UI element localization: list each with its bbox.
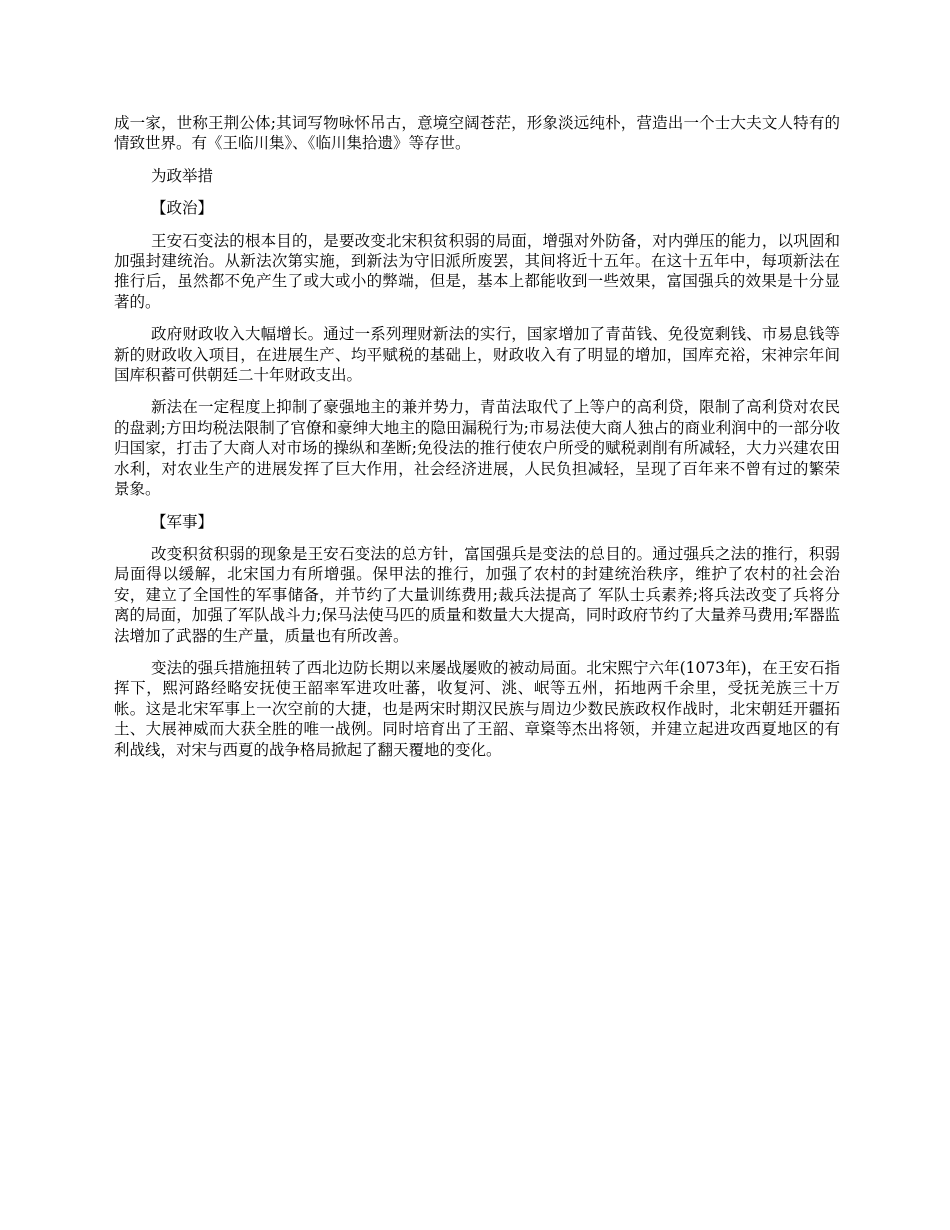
politics-heading: 【政治】 xyxy=(151,199,214,218)
section-heading: 为政举措 xyxy=(151,166,214,185)
military-heading: 【军事】 xyxy=(151,512,214,531)
military-paragraph-1: 改变积贫积弱的现象是王安石变法的总方针，富国强兵是变法的总目的。通过强兵之法的推行，积弱局面得以缓解，北宋国力有所增强。保甲法的推行，加强了农村的封建统治秩序，维护了农村的社会治安，建立了全国性的军事储备，并节约了大量训练费用;裁兵法提高了 军队士兵素养;将兵法改变了兵将分离的局面，加强了军队战斗力;保马法使马匹的质量和数量大大提高，同时政府节约了大量养马费用;军器监法增加了武器的生产量，质量也有所改善。 xyxy=(114,544,840,645)
intro-paragraph: 成一家，世称王荆公体;其词写物咏怀吊古，意境空阔苍茫，形象淡远纯朴，营造出一个士大夫文人特有的情致世界。有《王临川集》、《临川集拾遗》等存世。 xyxy=(114,114,840,153)
politics-paragraph-3: 新法在一定程度上抑制了豪强地主的兼并势力，青苗法取代了上等户的高利贷，限制了高利贷对农民的盘剥;方田均税法限制了官僚和豪绅大地主的隐田漏税行为;市易法使大商人独占的商业利润中的一部分收归国家，打击了大商人对市场的操纵和垄断;免役法的推行使农户所受的赋税剥削有所减轻，大力兴建农田水利，对农业生产的进展发挥了巨大作用，社会经济进展，人民负担减轻，呈现了百年来不曾有过的繁荣景象。 xyxy=(114,398,840,499)
document-page xyxy=(114,113,840,772)
military-paragraph-2: 变法的强兵措施扭转了西北边防长期以来屡战屡败的被动局面。北宋熙宁六年(1073年)，在王安石指挥下，熙河路经略安抚使王韶率军进攻吐蕃，收复河、洮、岷等五州，拓地两千余里，受抚羌族三十万帐。这是北宋军事上一次空前的大捷，也是两宋时期汉民族与周边少数民族政权作战时，北宋朝廷开疆拓土、大展神威而大获全胜的唯一战例。同时培育出了王韶、章楶等杰出将领，并建立起进攻西夏地区的有利战线，对宋与西夏的战争格局掀起了翻天覆地的变化。 xyxy=(114,658,840,759)
politics-paragraph-1: 王安石变法的根本目的，是要改变北宋积贫积弱的局面，增强对外防备，对内弹压的能力，以巩固和加强封建统治。从新法次第实施，到新法为守旧派所废罢，其间将近十五年。在这十五年中，每项新法在推行后，虽然都不免产生了或大或小的弊端，但是，基本上都能收到一些效果，富国强兵的效果是十分显著的。 xyxy=(114,231,840,311)
politics-paragraph-2: 政府财政收入大幅增长。通过一系列理财新法的实行，国家增加了青苗钱、免役宽剩钱、市易息钱等新的财政收入项目，在进展生产、均平赋税的基础上，财政收入有了明显的增加，国库充裕，宋神宗年间国库积蓄可供朝廷二十年财政支出。 xyxy=(114,325,840,385)
